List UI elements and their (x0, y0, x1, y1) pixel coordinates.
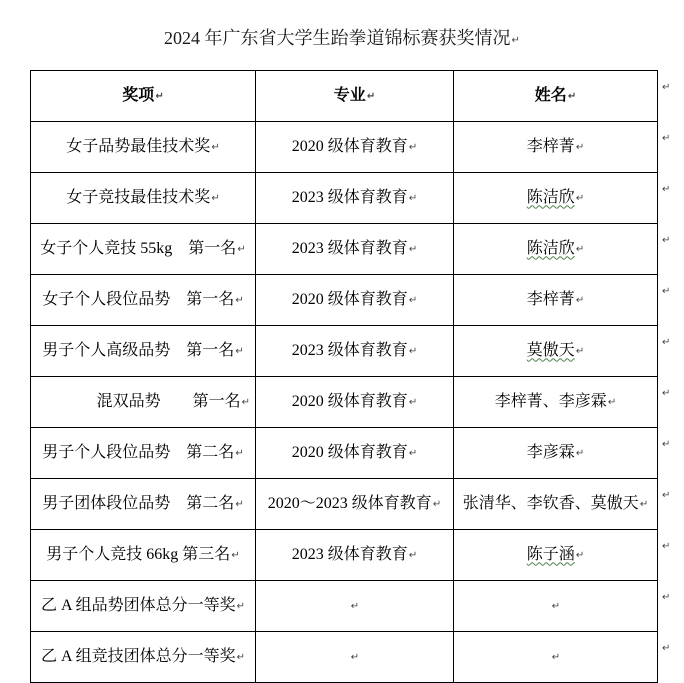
major-text: 2020 级体育教育 (291, 392, 408, 410)
award-text: 女子品势最佳技术奖 (66, 137, 211, 155)
name-cell[interactable] (454, 428, 658, 479)
name-text: 陈子涵 (526, 545, 575, 563)
title-text: 2024 年广东省大学生跆拳道锦标赛获奖情况 (164, 28, 511, 48)
award-cell[interactable] (31, 632, 256, 683)
major-cell[interactable] (256, 377, 454, 428)
major-cell[interactable] (256, 224, 454, 275)
name-cell[interactable] (454, 326, 658, 377)
major-text: 2020 级体育教育 (291, 137, 408, 155)
major-cell[interactable] (256, 632, 454, 683)
award-cell[interactable] (31, 173, 256, 224)
header-award-cell[interactable] (31, 71, 256, 122)
row-end-cell (658, 275, 680, 326)
row-end-cell (658, 530, 680, 581)
paragraph-mark: ↵ (575, 192, 585, 204)
paragraph-mark: ↵ (231, 549, 240, 561)
paragraph-mark: ↵ (575, 345, 585, 357)
major-cell[interactable] (256, 530, 454, 581)
major-text: 2020 级体育教育 (291, 443, 408, 461)
paragraph-mark: ↵ (235, 294, 244, 306)
header-name-cell[interactable] (454, 71, 658, 122)
paragraph-mark: ↵ (607, 396, 617, 408)
major-cell[interactable] (256, 275, 454, 326)
row-end-mark: ↵ (662, 540, 671, 552)
name-cell[interactable] (454, 632, 658, 683)
award-cell[interactable] (31, 428, 256, 479)
row-end-cell (658, 581, 680, 632)
award-cell[interactable] (31, 377, 256, 428)
major-text: 2023 级体育教育 (291, 545, 408, 563)
award-cell[interactable] (31, 326, 256, 377)
row-end-cell (658, 122, 680, 173)
name-text: 陈洁欣 (526, 188, 575, 206)
major-cell[interactable] (256, 326, 454, 377)
award-text: 女子竞技最佳技术奖 (66, 188, 211, 206)
header-major: 专业 (333, 86, 366, 104)
row-end-mark: ↵ (662, 285, 671, 297)
row-end-mark: ↵ (662, 438, 671, 450)
paragraph-mark: ↵ (237, 243, 246, 255)
paragraph-mark: ↵ (575, 447, 585, 459)
table-row (31, 479, 680, 530)
name-text: 张清华、李钦香、莫傲天 (462, 494, 639, 512)
table-row (31, 326, 680, 377)
award-cell[interactable] (31, 122, 256, 173)
award-text: 女子个人段位品势 第一名 (42, 290, 235, 308)
name-cell[interactable] (454, 479, 658, 530)
row-end-cell (658, 224, 680, 275)
header-award: 奖项 (122, 86, 155, 104)
paragraph-mark: ↵ (575, 243, 585, 255)
row-end-mark: ↵ (662, 183, 671, 195)
name-cell[interactable] (454, 173, 658, 224)
award-text: 混双品势 第一名 (96, 392, 241, 410)
row-end-mark: ↵ (662, 642, 671, 654)
name-cell[interactable] (454, 122, 658, 173)
paragraph-mark: ↵ (211, 141, 220, 153)
name-cell[interactable] (454, 530, 658, 581)
paragraph-mark: ↵ (408, 345, 418, 357)
paragraph-mark: ↵ (408, 396, 418, 408)
award-text: 女子个人竞技 55kg 第一名 (40, 239, 237, 257)
name-text: 陈洁欣 (526, 239, 575, 257)
awards-table (30, 70, 680, 683)
name-cell[interactable] (454, 224, 658, 275)
award-text: 乙 A 组竞技团体总分一等奖 (40, 647, 236, 665)
document-title[interactable] (0, 27, 684, 52)
paragraph-mark: ↵ (551, 600, 561, 612)
header-row (31, 71, 680, 122)
paragraph-mark: ↵ (236, 600, 246, 612)
paragraph-mark: ↵ (236, 651, 246, 663)
award-text: 男子团体段位品势 第二名 (42, 494, 235, 512)
name-text: 李梓菁、李彦霖 (494, 392, 607, 410)
table-row (31, 275, 680, 326)
paragraph-mark: ↵ (350, 651, 360, 663)
award-cell[interactable] (31, 530, 256, 581)
table-row (31, 581, 680, 632)
award-cell[interactable] (31, 581, 256, 632)
award-text: 男子个人高级品势 第一名 (42, 341, 235, 359)
paragraph-mark: ↵ (366, 90, 376, 102)
table-row (31, 428, 680, 479)
major-cell[interactable] (256, 428, 454, 479)
header-major-cell[interactable] (256, 71, 454, 122)
name-text: 李梓菁 (526, 137, 575, 155)
row-end-cell (658, 377, 680, 428)
paragraph-mark: ↵ (511, 35, 520, 46)
paragraph-mark: ↵ (408, 192, 418, 204)
paragraph-mark: ↵ (575, 549, 585, 561)
name-text: 李彦霖 (526, 443, 575, 461)
paragraph-mark: ↵ (575, 141, 585, 153)
major-text: 2023 级体育教育 (291, 341, 408, 359)
row-end-mark: ↵ (662, 387, 671, 399)
table-row (31, 632, 680, 683)
row-end-mark: ↵ (662, 234, 671, 246)
row-end-cell (658, 71, 680, 122)
paragraph-mark: ↵ (155, 90, 164, 102)
header-name: 姓名 (534, 86, 567, 104)
paragraph-mark: ↵ (408, 141, 418, 153)
major-cell[interactable] (256, 173, 454, 224)
table-row (31, 122, 680, 173)
award-cell[interactable] (31, 275, 256, 326)
table-row (31, 377, 680, 428)
paragraph-mark: ↵ (567, 90, 577, 102)
paragraph-mark: ↵ (350, 600, 360, 612)
row-end-mark: ↵ (662, 336, 671, 348)
paragraph-mark: ↵ (575, 294, 585, 306)
name-cell[interactable] (454, 377, 658, 428)
paragraph-mark: ↵ (551, 651, 561, 663)
table-row (31, 224, 680, 275)
row-end-mark: ↵ (662, 81, 671, 93)
award-text: 男子个人段位品势 第二名 (42, 443, 235, 461)
paragraph-mark: ↵ (235, 345, 244, 357)
major-text: 2020～2023 级体育教育 (267, 494, 432, 512)
major-cell[interactable] (256, 581, 454, 632)
major-text: 2023 级体育教育 (291, 239, 408, 257)
name-text: 莫傲天 (526, 341, 575, 359)
award-text: 乙 A 组品势团体总分一等奖 (40, 596, 236, 614)
paragraph-mark: ↵ (408, 549, 418, 561)
major-cell[interactable] (256, 479, 454, 530)
award-cell[interactable] (31, 479, 256, 530)
row-end-mark: ↵ (662, 489, 671, 501)
award-cell[interactable] (31, 224, 256, 275)
row-end-mark: ↵ (662, 591, 671, 603)
major-text: 2023 级体育教育 (291, 188, 408, 206)
paragraph-mark: ↵ (639, 498, 649, 510)
paragraph-mark: ↵ (408, 243, 418, 255)
row-end-mark: ↵ (662, 132, 671, 144)
name-cell[interactable] (454, 581, 658, 632)
row-end-cell (658, 173, 680, 224)
paragraph-mark: ↵ (241, 396, 250, 408)
row-end-cell (658, 428, 680, 479)
major-cell[interactable] (256, 122, 454, 173)
paragraph-mark: ↵ (235, 447, 244, 459)
paragraph-mark: ↵ (235, 498, 244, 510)
paragraph-mark: ↵ (408, 447, 418, 459)
paragraph-mark: ↵ (408, 294, 418, 306)
row-end-cell (658, 479, 680, 530)
paragraph-mark: ↵ (432, 498, 442, 510)
table-row (31, 530, 680, 581)
row-end-cell (658, 632, 680, 683)
row-end-cell (658, 326, 680, 377)
table-row (31, 173, 680, 224)
paragraph-mark: ↵ (211, 192, 220, 204)
name-cell[interactable] (454, 275, 658, 326)
name-text: 李梓菁 (526, 290, 575, 308)
major-text: 2020 级体育教育 (291, 290, 408, 308)
award-text: 男子个人竞技 66kg 第三名 (46, 545, 231, 563)
